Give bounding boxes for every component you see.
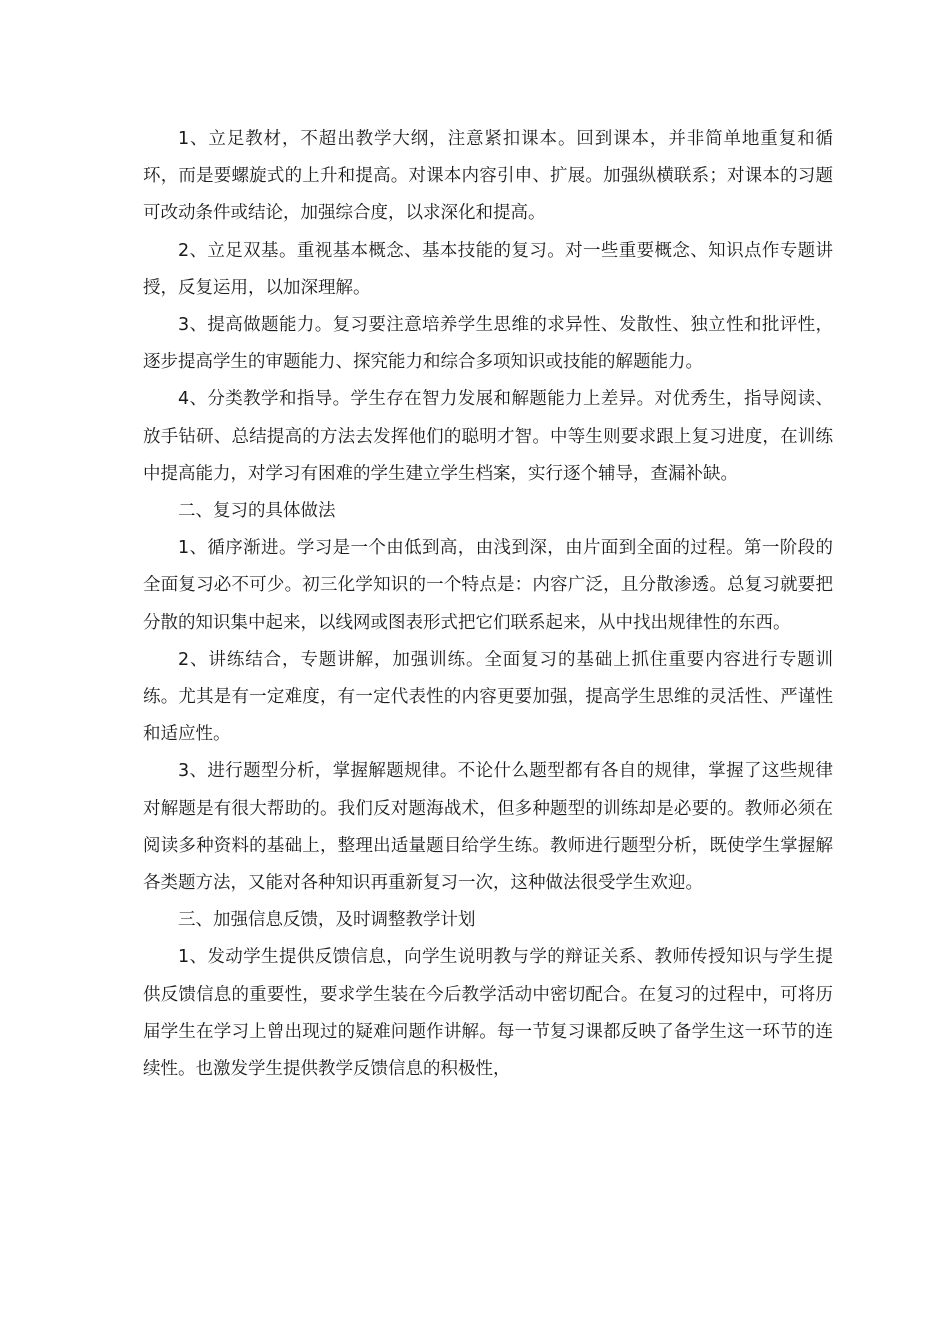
paragraph-4: 4、分类教学和指导。学生存在智力发展和解题能力上差异。对优秀生，指导阅读、放手钻研、总结提高的方法去发挥他们的聪明才智。中等生则要求跟上复习进度，在训练中提高能力，对学习有困难的学生建立学生档案，实行逐个辅导，查漏补缺。 [143,389,833,484]
paragraph-5: 1、循序渐进。学习是一个由低到高，由浅到深，由片面到全面的过程。第一阶段的全面复习必不可少。初三化学知识的一个特点是：内容广泛，且分散渗透。总复习就要把分散的知识集中起来，以线网或图表形式把它们联系起来，从中找出规律性的东西。 [143,538,833,633]
section-heading-2: 二、复习的具体做法 [178,501,336,522]
paragraph-2: 2、立足双基。重视基本概念、基本技能的复习。对一些重要概念、知识点作专题讲授，反复运用，以加深理解。 [143,240,833,298]
paragraph-8: 1、发动学生提供反馈信息，向学生说明教与学的辩证关系、教师传授知识与学生提供反馈信息的重要性，要求学生装在今后教学活动中密切配合。在复习的过程中，可将历届学生在学习上曾出现过的疑难问题作讲解。每一节复习课都反映了备学生这一环节的连续性。也激发学生提供教学反馈信息的积极性， [143,947,833,1080]
paragraph-7: 3、进行题型分析，掌握解题规律。不论什么题型都有各自的规律，掌握了这些规律对解题是有很大帮助的。我们反对题海战术，但多种题型的训练却是必要的。教师必须在阅读多种资料的基础上，整理出适量题目给学生练。教师进行题型分析，既使学生掌握解各类题方法，又能对各种知识再重新复习一次，这种做法很受学生欢迎。 [143,761,833,894]
section-heading-3: 三、加强信息反馈，及时调整教学计划 [178,910,476,931]
paragraph-3: 3、提高做题能力。复习要注意培养学生思维的求异性、发散性、独立性和批评性，逐步提高学生的审题能力、探究能力和综合多项知识或技能的解题能力。 [143,315,833,373]
document-body [143,121,833,1088]
paragraph-1: 1、立足教材，不超出教学大纲，注意紧扣课本。回到课本，并非简单地重复和循环，而是要螺旋式的上升和提高。对课本内容引申、扩展。加强纵横联系；对课本的习题可改动条件或结论，加强综合度，以求深化和提高。 [143,129,833,224]
paragraph-6: 2、讲练结合，专题讲解，加强训练。全面复习的基础上抓住重要内容进行专题训练。尤其是有一定难度，有一定代表性的内容更要加强，提高学生思维的灵活性、严谨性和适应性。 [143,649,833,745]
